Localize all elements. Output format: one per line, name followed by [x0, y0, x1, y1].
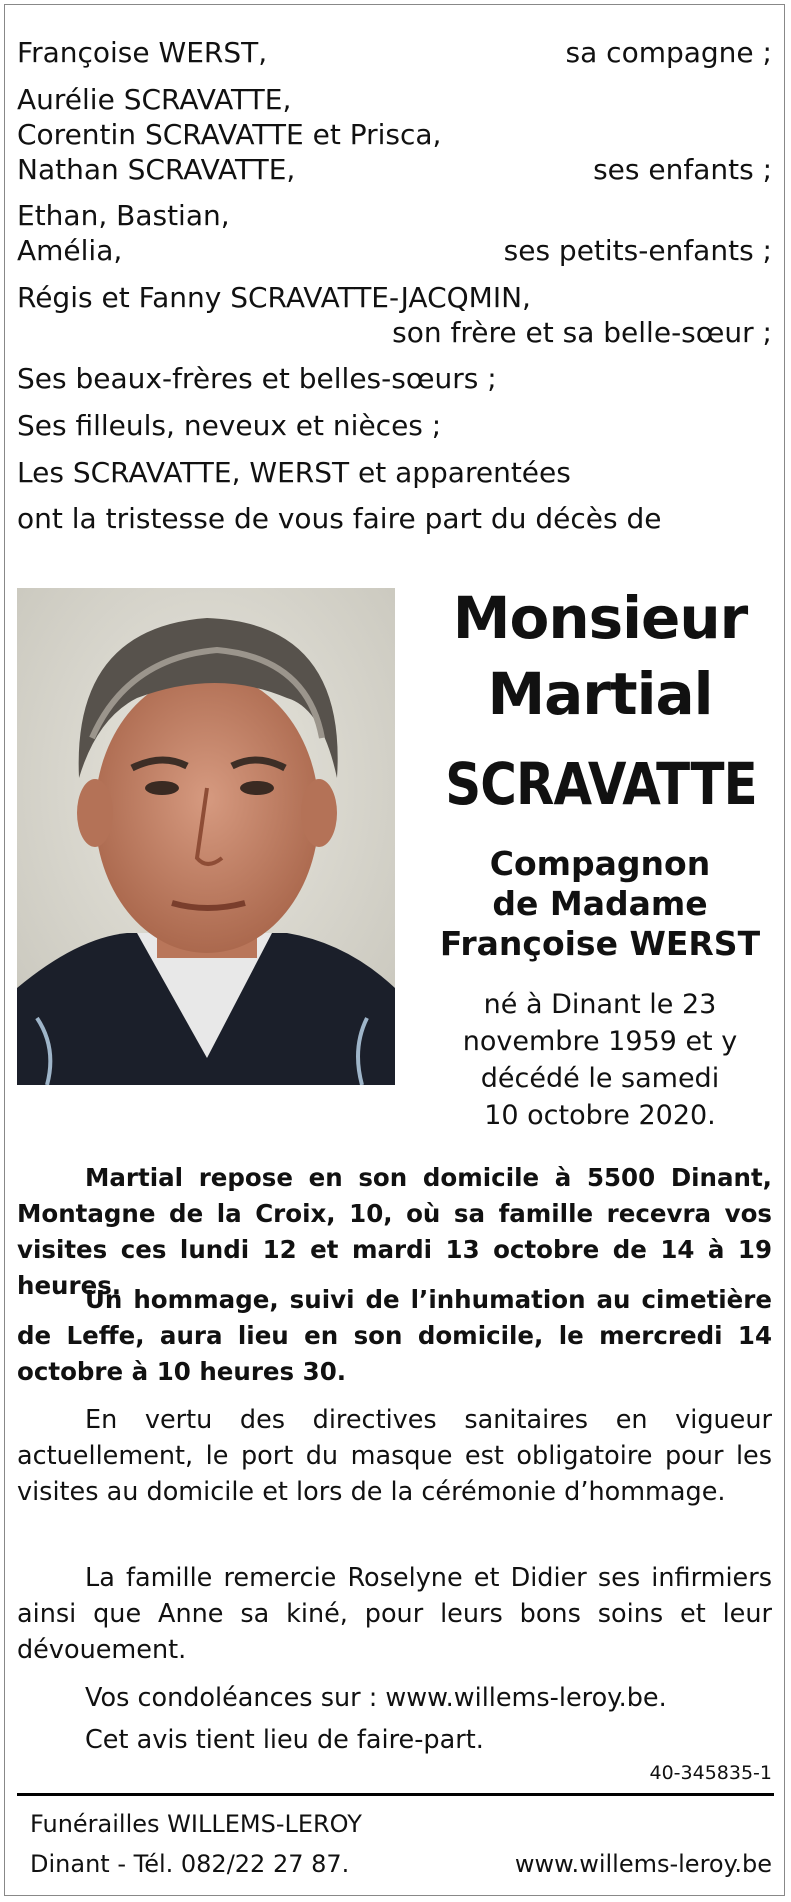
family-line-11: Les SCRAVATTE, WERST et apparentées: [17, 456, 571, 489]
family-line-7: Régis et Fanny SCRAVATTE-JACQMIN,: [17, 281, 531, 314]
family-line-2: Aurélie SCRAVATTE,: [17, 83, 292, 116]
family-role-6: ses petits-enfants ;: [503, 234, 772, 267]
paragraph-ceremony: Un hommage, suivi de l’inhumation au cimetière de Leffe, aura lieu en son domicile, le mercredi 14 octobre à 10 heures 30.: [17, 1285, 772, 1386]
family-role-1: sa compagne ;: [565, 36, 772, 69]
death-info-2: 10 octobre 2020.: [484, 1100, 716, 1131]
family-line-3: Corentin SCRAVATTE et Prisca,: [17, 118, 442, 151]
funeral-company: Funérailles WILLEMS-LEROY: [30, 1810, 362, 1838]
family-line-5: Ethan, Bastian,: [17, 199, 230, 232]
paragraph-condolences: Vos condoléances sur : www.willems-leroy.be.: [85, 1683, 667, 1713]
companion-line-2: de Madame: [492, 884, 708, 923]
companion-line-1: Compagnon: [489, 844, 711, 883]
funeral-website-link[interactable]: www.willems-leroy.be: [514, 1850, 772, 1878]
paragraph-sanitary: En vertu des directives sanitaires en vigueur actuellement, le port du masque est obligatoire pour les visites au domicile et lors de la cérémonie d’hommage.: [17, 1405, 772, 1507]
paragraph-visitation: Martial repose en son domicile à 5500 Dinant, Montagne de la Croix, 10, où sa famille recevra vos visites ces lundi 12 et mardi 13 octobre de 14 à 19 heures.: [17, 1163, 772, 1300]
family-line-1: Françoise WERST,: [17, 36, 268, 69]
family-line-4: Nathan SCRAVATTE,: [17, 153, 296, 186]
family-line-12: ont la tristesse de vous faire part du décès de: [17, 502, 662, 535]
family-line-6: Amélia,: [17, 234, 123, 267]
first-name: Martial: [487, 660, 713, 728]
paragraph-thanks: La famille remercie Roselyne et Didier ses infirmiers ainsi que Anne sa kiné, pour leurs bons soins et leur dévouement.: [17, 1563, 772, 1665]
last-name: SCRAVATTE: [445, 750, 757, 818]
death-info-1: décédé le samedi: [480, 1063, 720, 1094]
title-honorific: Monsieur: [452, 584, 748, 652]
family-line-10: Ses filleuls, neveux et nièces ;: [17, 409, 442, 442]
footer-divider: [17, 1793, 774, 1796]
companion-line-3: Françoise WERST: [439, 924, 761, 963]
reference-number: 40-345835-1: [649, 1762, 772, 1784]
family-role-8: son frère et sa belle-sœur ;: [392, 316, 772, 349]
portrait-photo: [17, 588, 395, 1085]
family-line-9: Ses beaux-frères et belles-sœurs ;: [17, 362, 497, 395]
family-role-4: ses enfants ;: [593, 153, 772, 186]
funeral-contact: Dinant - Tél. 082/22 27 87.: [30, 1850, 350, 1878]
birth-info-1: né à Dinant le 23: [483, 989, 717, 1020]
portrait-photo-icon: [17, 588, 395, 1085]
paragraph-faire-part: Cet avis tient lieu de faire-part.: [85, 1725, 484, 1755]
birth-info-2: novembre 1959 et y: [462, 1026, 738, 1057]
